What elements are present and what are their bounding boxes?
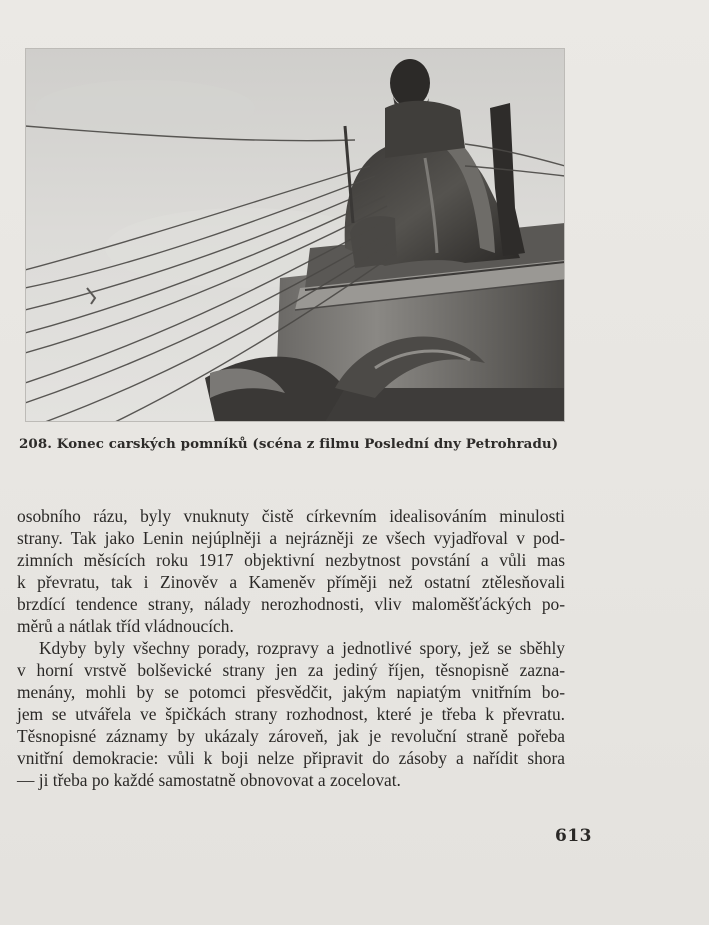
text-line: menány, mohli by se potomci přesvědčit, jakým napiatým vnitřním bo- bbox=[17, 682, 565, 702]
text-line: brzdící tendence strany, nálady nerozhodnosti, vliv maloměšťáckých po- bbox=[17, 594, 565, 614]
text-line: měrů a nátlak tříd vládnoucích. bbox=[17, 616, 234, 636]
text-line: jem se utvářela ve špičkách strany rozhodnost, které je třeba k převratu. bbox=[17, 704, 565, 724]
body-text bbox=[17, 505, 565, 791]
paragraph-2 bbox=[17, 637, 565, 791]
text-line: Těsnopisné záznamy by ukázaly zároveň, jak je revoluční straně pořeba bbox=[17, 726, 565, 746]
text-line: v horní vrstvě bolševické strany jen za jediný říjen, těsnopisně zazna- bbox=[17, 660, 565, 680]
text-line: k převratu, tak i Zinověv a Kameněv příměji než ostatní ztělesňovali bbox=[17, 572, 565, 592]
statue-photograph bbox=[25, 48, 565, 422]
text-line: strany. Tak jako Lenin nejúplněji a nejrázněji ze všech vyjadřoval v pod- bbox=[17, 528, 565, 548]
text-line: — ji třeba po každé samostatně obnovovat a zocelovat. bbox=[17, 770, 401, 790]
text-line: Kdyby byly všechny porady, rozpravy a jednotlivé spory, jež se sběhly bbox=[39, 638, 565, 658]
text-line: zimních měsících roku 1917 objektivní nezbytnost povstání a vůli mas bbox=[17, 550, 565, 570]
text-line: osobního rázu, byly vnuknuty čistě církevním idealisováním minulosti bbox=[17, 506, 565, 526]
text-line: vnitřní demokracie: vůli k boji nelze připravit do zásoby a nařídit shora bbox=[17, 748, 565, 768]
paragraph-1 bbox=[17, 505, 565, 637]
page-number: 613 bbox=[555, 826, 592, 846]
figure-caption: 208. Konec carských pomníků (scéna z filmu Poslední dny Petrohradu) bbox=[19, 436, 559, 452]
